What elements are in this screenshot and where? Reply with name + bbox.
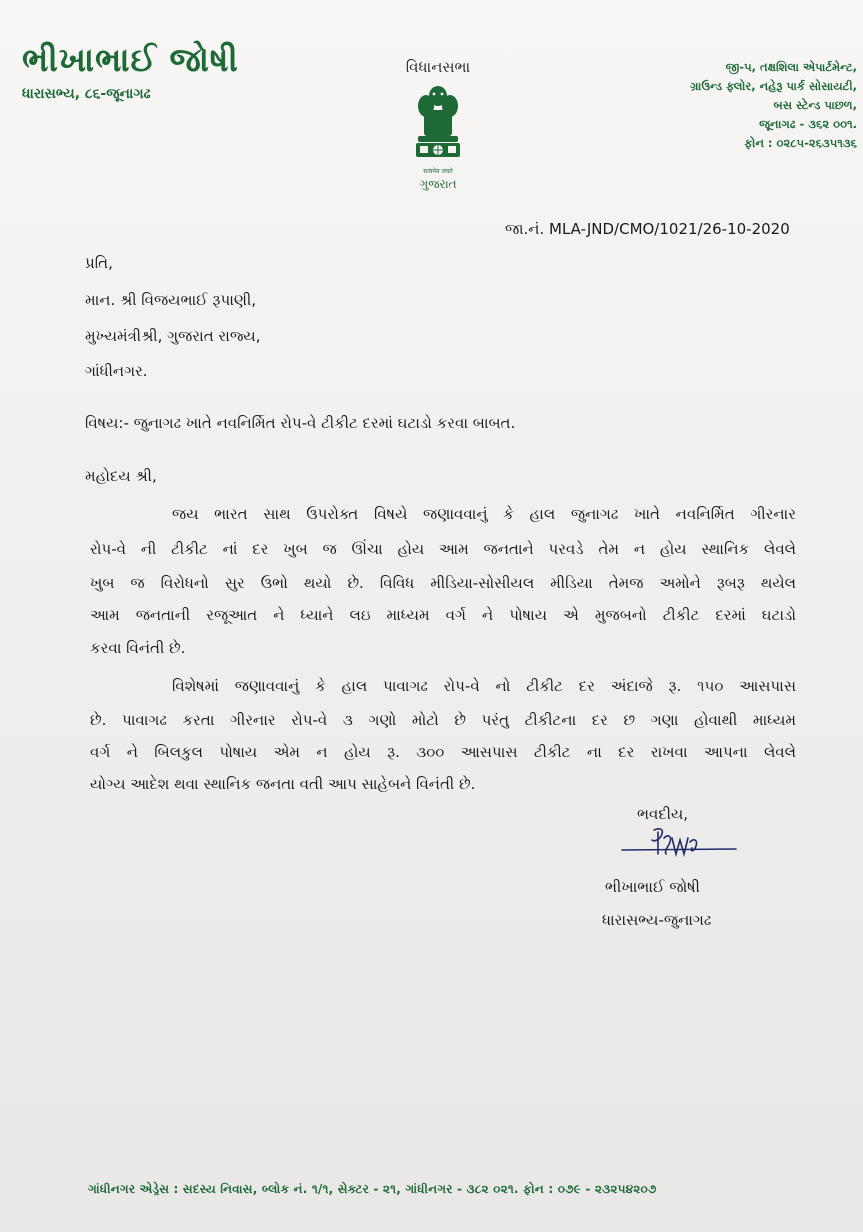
address-line: ગ્રાઉન્ડ ફ્લોર, નહેરૂ પાર્ક સોસાયટી, (690, 79, 857, 93)
emblem-motto: सत्यमेव जयते (423, 168, 453, 175)
signatory-designation: ધારાસભ્ય-જુનાગઢ (602, 911, 712, 929)
salutation: મહોદય શ્રી, (85, 467, 157, 485)
reference-number: જા.નં. MLA-JND/CMO/1021/26-10-2020 (505, 220, 790, 238)
signatory-name: ભીખાભાઈ જોષી (605, 878, 700, 896)
recipient-prefix: પ્રતિ, (85, 254, 113, 272)
recipient-line: મુખ્યમંત્રીશ્રી, ગુજરાત રાજ્ય, (85, 327, 261, 345)
paragraph1-line: રોપ-વે ની ટીકીટ નાં દર ખુબ જ ઊંચા હોય આમ જનતાને પરવડે તેમ ન હોય સ્થાનિક લેવલે (90, 540, 796, 558)
address-line: જૂનાગઢ - ૩૬૨ ૦૦૧. (759, 117, 857, 131)
paragraph1-line: ખુબ જ વિરોધનો સુર ઉભો થયો છે. વિવિધ મીડિયા-સોસીયલ મીડિયા તેમજ અમોને રૂબરૂ થયેલ (90, 574, 796, 592)
letterhead-designation: ધારાસભ્ય, ૮૬-જૂનાગઢ (22, 86, 151, 102)
address-line: જી-૫, તક્ષશિલા એપાર્ટમેન્ટ, (725, 60, 857, 74)
emblem-title: વિધાનસભા (405, 58, 471, 76)
letterhead-address (690, 58, 857, 153)
paragraph1-line: કરવા વિનંતી છે. (90, 639, 186, 657)
handwritten-signature (618, 820, 740, 866)
valediction: ભવદીય, (637, 805, 689, 823)
emblem-block (388, 58, 488, 192)
letterhead-name: ભીખાભાઈ જોષી (22, 40, 239, 79)
address-line: ફોન : ૦૨૮૫-૨૬૩૫૧૩૬ (744, 136, 857, 150)
lion-capital-emblem-icon (412, 80, 464, 166)
paragraph2-line: વિશેષમાં જણાવવાનું કે હાલ પાવાગઢ રોપ-વે નો ટીકીટ દર અંદાજે રૂ. ૧૫૦ આસપાસ (172, 677, 796, 695)
recipient-line: માન. શ્રી વિજયભાઈ રૂપાણી, (85, 291, 257, 309)
paragraph2-line: છે. પાવાગઢ કરતા ગીરનાર રોપ-વે ૩ ગણો મોટો છે પરંતુ ટીકીટના દર છ ગણા હોવાથી માધ્યમ (90, 711, 796, 729)
paragraph1-line: આમ જનતાની રજૂઆત ને ધ્યાને લઇ માધ્યમ વર્ગ ને પોષાય એ મુજબનો ટીકીટ દરમાં ઘટાડો (90, 606, 796, 624)
paragraph2-line: વર્ગ ને બિલકુલ પોષાય એમ ન હોય રૂ. ૩૦૦ આસપાસ ટીકીટ ના દર રાખવા આપના લેવલે (90, 743, 796, 761)
address-line: બસ સ્ટેન્ડ પાછળ, (773, 98, 857, 112)
subject-line: વિષય:- જુનાગઢ ખાતે નવનિર્મિત રોપ-વે ટીકીટ દરમાં ઘટાડો કરવા બાબત. (85, 414, 516, 432)
paragraph1-line: જય ભારત સાથ ઉપરોક્ત વિષયે જણાવવાનું કે હાલ જુનાગઢ ખાતે નવનિર્મિત ગીરનાર (172, 505, 796, 523)
recipient-line: ગાંધીનગર. (85, 362, 148, 380)
footer-address: ગાંધીનગર એડ્રેસ : સદસ્ય નિવાસ, બ્લોક નં. ૧/૧, સેક્ટર - ૨૧, ગાંધીનગર - ૩૮૨ ૦૨૧. ફોન : ૦૭૯ - ૨૩૨૫૪૨૦૭ (88, 1182, 657, 1196)
emblem-state: ગુજરાત (419, 177, 457, 191)
paragraph2-line: યોગ્ય આદેશ થવા સ્થાનિક જનતા વતી આપ સાહેબને વિનંતી છે. (90, 775, 476, 793)
